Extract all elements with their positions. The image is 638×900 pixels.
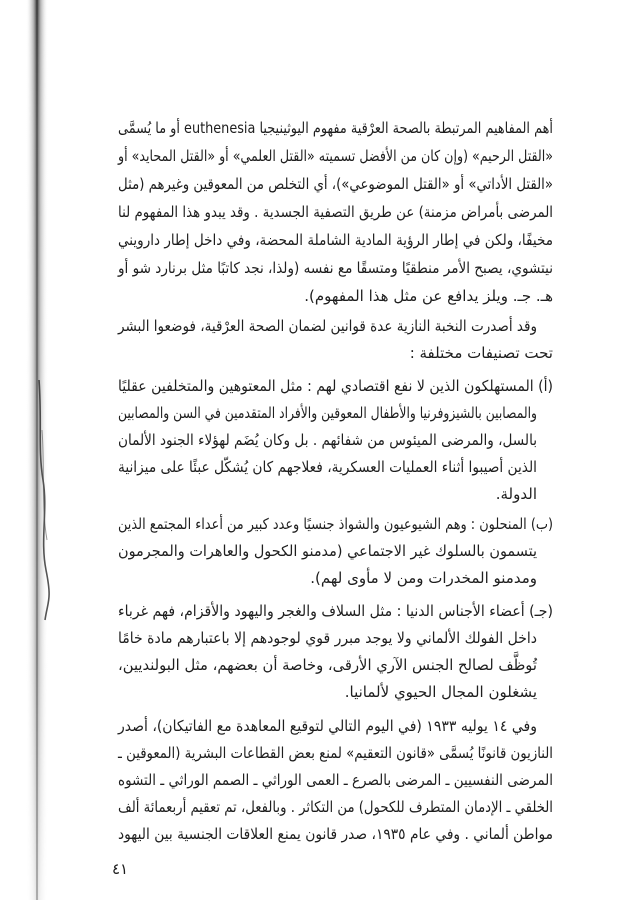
text-line: داخل الفولك الألماني ولا يوجد مبرر قوي لوجودهم إلا باعتبارهم مادة خامًا: [117, 629, 537, 647]
text-line: المرضى بأمراض مزمنة) عن طريق التصفية الجسدية . وقد يبدو هذا المفهوم لنا: [118, 203, 553, 221]
text-line: (أ) المستهلكون الذين لا نفع اقتصادي لهم : مثل المعتوهين والمتخلفين عقليًا: [118, 377, 553, 395]
text-line: تُوظَّف لصالح الجنس الآري الأرقى، وخاصة أن بعضهم، مثل البولنديين،: [118, 656, 538, 674]
text-line: أهم المفاهيم المرتبطة بالصحة العرْقية مفهوم اليوثينيجيا euthenesia أو ما يُسمَّى: [117, 119, 554, 137]
text-line: الدولة.: [495, 485, 537, 503]
text-line: نيتشوي، يصبح الأمر منطقيًا ومتسقًا مع نفسه (ولذا، نجد كاتبًا مثل برنارد شو أو: [118, 259, 554, 277]
text-line: النازيون قانونًا يُسمَّى «قانون التعقيم» لمنع بعض القطاعات البشرية (المعوقين ـ: [118, 744, 553, 762]
text-line: «القتل الأداتي» أو «القتل الموضوعي»)، أي التخلص من المعوقين وغيرهم (مثل: [118, 175, 553, 193]
text-line: هـ. جـ. ويلز يدافع عن مثل هذا المفهوم).: [304, 287, 553, 305]
paragraph-euthanasia: [118, 114, 553, 310]
text-line: الخلقي ـ الإدمان المتطرف للكحول) من التكاثر . وبالفعل، تم تعقيم أربعمائة ألف: [118, 798, 554, 816]
text-line: «القتل الرحيم» (وإن كان من الأفضل تسميته «القتل العلمي» أو «القتل المحايد» أو: [117, 147, 553, 165]
text-line: يتسمون بالسلوك غير الاجتماعي (مدمنو الكحول والعاهرات والمجرمون: [117, 542, 537, 560]
text-line: بالسل، والمرضى الميئوس من شفائهم . بل وكان يُضَم لهؤلاء الجنود الألمان: [117, 431, 537, 449]
text-line: الذين أصيبوا أثناء العمليات العسكرية، فعلاجهم كان يُشكّل عبئًا على ميزانية: [117, 458, 537, 476]
text-line: والمصابين بالشيزوفرنيا والأطفال المعوقين والأفراد المتقدمين في السن والمصابين: [117, 404, 537, 422]
text-line: المرضى النفسيين ـ المرضى بالصرع ـ العمى الوراثي ـ الصمم الوراثي ـ التشوه: [118, 771, 553, 789]
list-item-c: [118, 598, 553, 706]
paragraph-sterilization-law: [118, 713, 553, 848]
text-line: تحت تصنيفات مختلفة :: [409, 344, 553, 362]
text-line: يشغلون المجال الحيوي لألمانيا.: [344, 683, 537, 701]
text-line: (ب) المنحلون : وهم الشيوعيون والشواذ جنسيًا وعدد كبير من أعداء المجتمع الذين: [118, 515, 554, 533]
text-line: وقد أصدرت النخبة النازية عدة قوانين لضمان الصحة العرْقية، فوضعوا البشر: [118, 317, 537, 335]
text-line: ومدمنو المخدرات ومن لا مأوى لهم).: [310, 569, 537, 587]
text-line: (جـ) أعضاء الأجناس الدنيا : مثل السلاف والغجر واليهود والأقزام، فهم غرباء: [117, 602, 553, 620]
text-line: وفي ١٤ يوليه ١٩٣٣ (في اليوم التالي لتوقيع المعاهدة مع الفاتيكان)، أصدر: [118, 717, 537, 735]
list-item-a: [118, 373, 553, 508]
text-line: مخيفًا، ولكن في إطار الرؤية المادية الشاملة المحضة، وفي داخل إطار دارويني: [118, 231, 554, 249]
binding-shadow: [18, 0, 58, 900]
text-line: مواطن ألماني . وفي عام ١٩٣٥، صدر قانون يمنع العلاقات الجنسية بين اليهود: [117, 825, 553, 843]
page-number: ٤١: [112, 860, 129, 878]
paragraph-laws-intro: [118, 313, 553, 367]
list-item-b: [118, 511, 553, 592]
